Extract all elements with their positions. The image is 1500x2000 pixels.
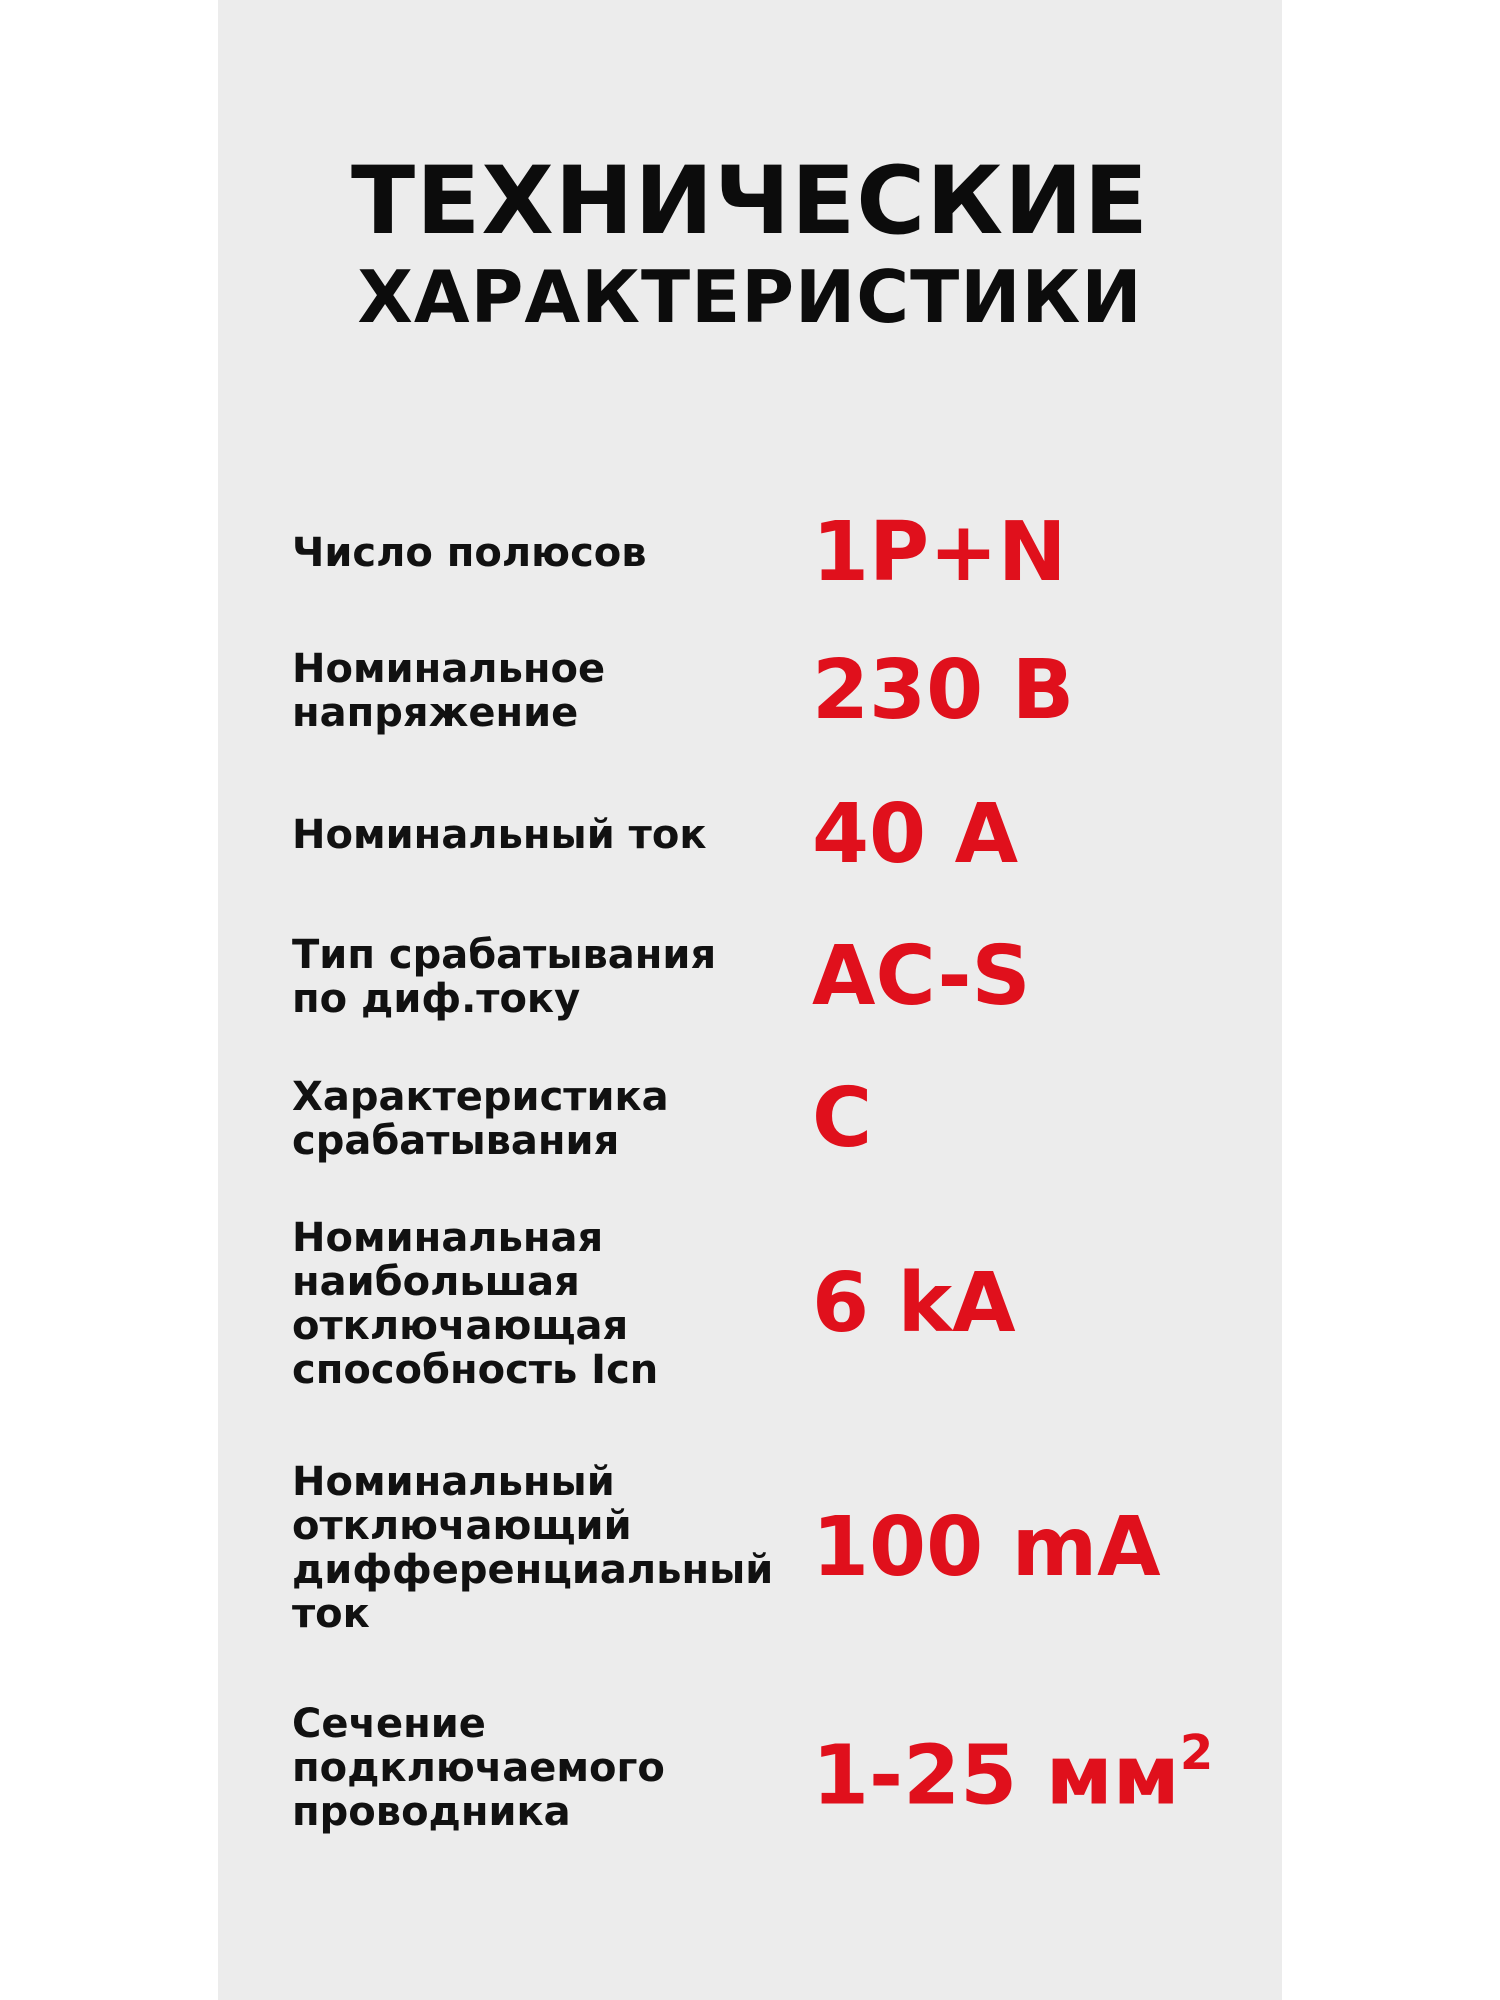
spec-label: Номинальный ток: [292, 812, 707, 858]
page-title: [218, 147, 1282, 340]
spec-row-trip-type: [292, 929, 1242, 1024]
title-line-2: ХАРАКТЕРИСТИКИ: [357, 255, 1143, 339]
spec-value: 230 В: [812, 643, 1075, 738]
spec-row-conductor-section: [292, 1702, 1242, 1834]
spec-value-superscript: 2: [1179, 1725, 1214, 1782]
spec-value: 6 kA: [812, 1256, 1016, 1351]
spec-value-text: 1-25 мм: [812, 1728, 1180, 1824]
spec-label: Характеристика срабатывания: [292, 1074, 669, 1164]
spec-row-breaking-capacity: [292, 1216, 1242, 1392]
spec-row-current: [292, 787, 1242, 882]
spec-value: AC-S: [812, 929, 1031, 1024]
spec-value: 1P+N: [812, 505, 1067, 600]
spec-value: [812, 1714, 1214, 1824]
spec-row-voltage: [292, 643, 1242, 738]
spec-value: 100 mA: [812, 1500, 1161, 1595]
spec-label: Сечение подключаемого проводника: [292, 1701, 665, 1835]
spec-row-differential-current: [292, 1460, 1242, 1636]
spec-label: Номинальная наибольшая отключающая способность Icn: [292, 1215, 659, 1393]
spec-row-poles: [292, 505, 1242, 600]
spec-label: Число полюсов: [292, 530, 647, 576]
spec-label: Номинальный отключающий дифференциальный ток: [292, 1459, 774, 1637]
title-line-1: ТЕХНИЧЕСКИЕ: [350, 147, 1150, 256]
spec-row-trip-characteristic: [292, 1071, 1242, 1166]
spec-value: 40 А: [812, 787, 1019, 882]
spec-label: Номинальное напряжение: [292, 646, 606, 736]
spec-label: Тип срабатывания по диф.току: [292, 932, 717, 1022]
spec-value: C: [812, 1071, 873, 1166]
